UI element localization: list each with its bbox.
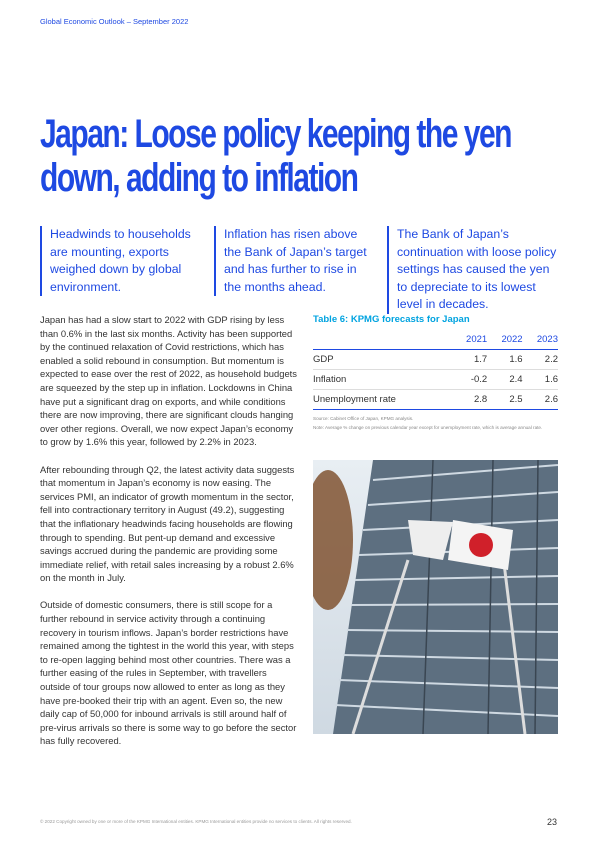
cell: -0.2 [452,370,487,390]
table-header-row [313,332,558,350]
table-source: Source: Cabinet Office of Japan, KPMG analysis. [313,416,414,421]
paragraph: After rebounding through Q2, the latest activity data suggests that momentum in Japan’s economy is now easing. The services PMI, an indicator of growth momentum in the sector, fell into contractionary territory in August (49.2), suggesting that the inflationary headwinds facing households are flowing through to spending. But pent-up demand and excessive savings accrued during the pandemic are providing some immediate relief, with retail sales increasing by a robust 2.6% on the month in July. [40,463,295,584]
cell: Inflation [313,370,452,390]
paragraph: Outside of domestic consumers, there is still scope for a further rebound in service activity through a continuing recovery in tourism inflows. Japan’s border restrictions have remained among the tightest in the world this year, with steps to re-open lagging behind most other countries. There was a further easing of the rules in September, with travellers outside of tour groups now allowed to enter as long as they have pre-booked their trip with an agent. Even so, the new daily cap of 50,000 for inbound arrivals is still around half of pre-virus arrivals so there is some way to go before the sector has fully recovered. [40,599,297,747]
highlight-3: The Bank of Japan’s continuation with loose policy settings has caused the yen to depreciate to its lowest level in decades. [387,226,562,314]
cell: 2.5 [487,390,522,410]
running-header: Global Economic Outlook – September 2022 [40,17,189,26]
table-block [313,332,558,431]
table-row [313,370,558,390]
copyright-footer: © 2022 Copyright owned by one or more of the KPMG International entities. KPMG International entities provide no services to clients. All rights reserved. [40,819,352,824]
column-header: 2023 [523,332,558,350]
column-header: 2022 [487,332,522,350]
cell: 2.2 [523,350,558,370]
highlight-2: Inflation has risen above the Bank of Japan’s target and has further to rise in the months ahead. [214,226,374,296]
cell: 1.6 [523,370,558,390]
page-number: 23 [547,817,558,827]
column-header [313,332,452,350]
highlight-1: Headwinds to households are mounting, exports weighed down by global environment. [40,226,200,296]
japan-flag-building-photo [313,460,558,734]
body-text [40,313,298,762]
paragraph: Japan has had a slow start to 2022 with GDP rising by less than 0.6% in the last six months. Activity has been supported by the continued relaxation of Covid restrictions, which has enabled a solid rebound in consumption. But momentum is expected to ease over the rest of 2022, as household budgets are squeezed by the step up in inflation. Lockdowns in China have put a significant drag on exports, and while conditions there are now improving, there are significant clouds hanging over other regions. Overall, we now expect Japan’s economy to grow by 1.6% this year, followed by 2.2% in 2023. [40,314,297,448]
cell: 2.4 [487,370,522,390]
table-row [313,350,558,370]
cell: GDP [313,350,452,370]
table-note: Note: Average % change on previous calendar year except for unemployment rate, which is average annual rate. [313,425,543,430]
forecast-table [313,332,558,410]
column-header: 2021 [452,332,487,350]
cell: Unemployment rate [313,390,452,410]
table-row [313,390,558,410]
cell: 1.7 [452,350,487,370]
cell: 2.8 [452,390,487,410]
page-title: Japan: Loose policy keeping the yen down, adding to inflation [40,112,511,200]
cell: 1.6 [487,350,522,370]
table-title: Table 6: KPMG forecasts for Japan [313,314,470,325]
cell: 2.6 [523,390,558,410]
